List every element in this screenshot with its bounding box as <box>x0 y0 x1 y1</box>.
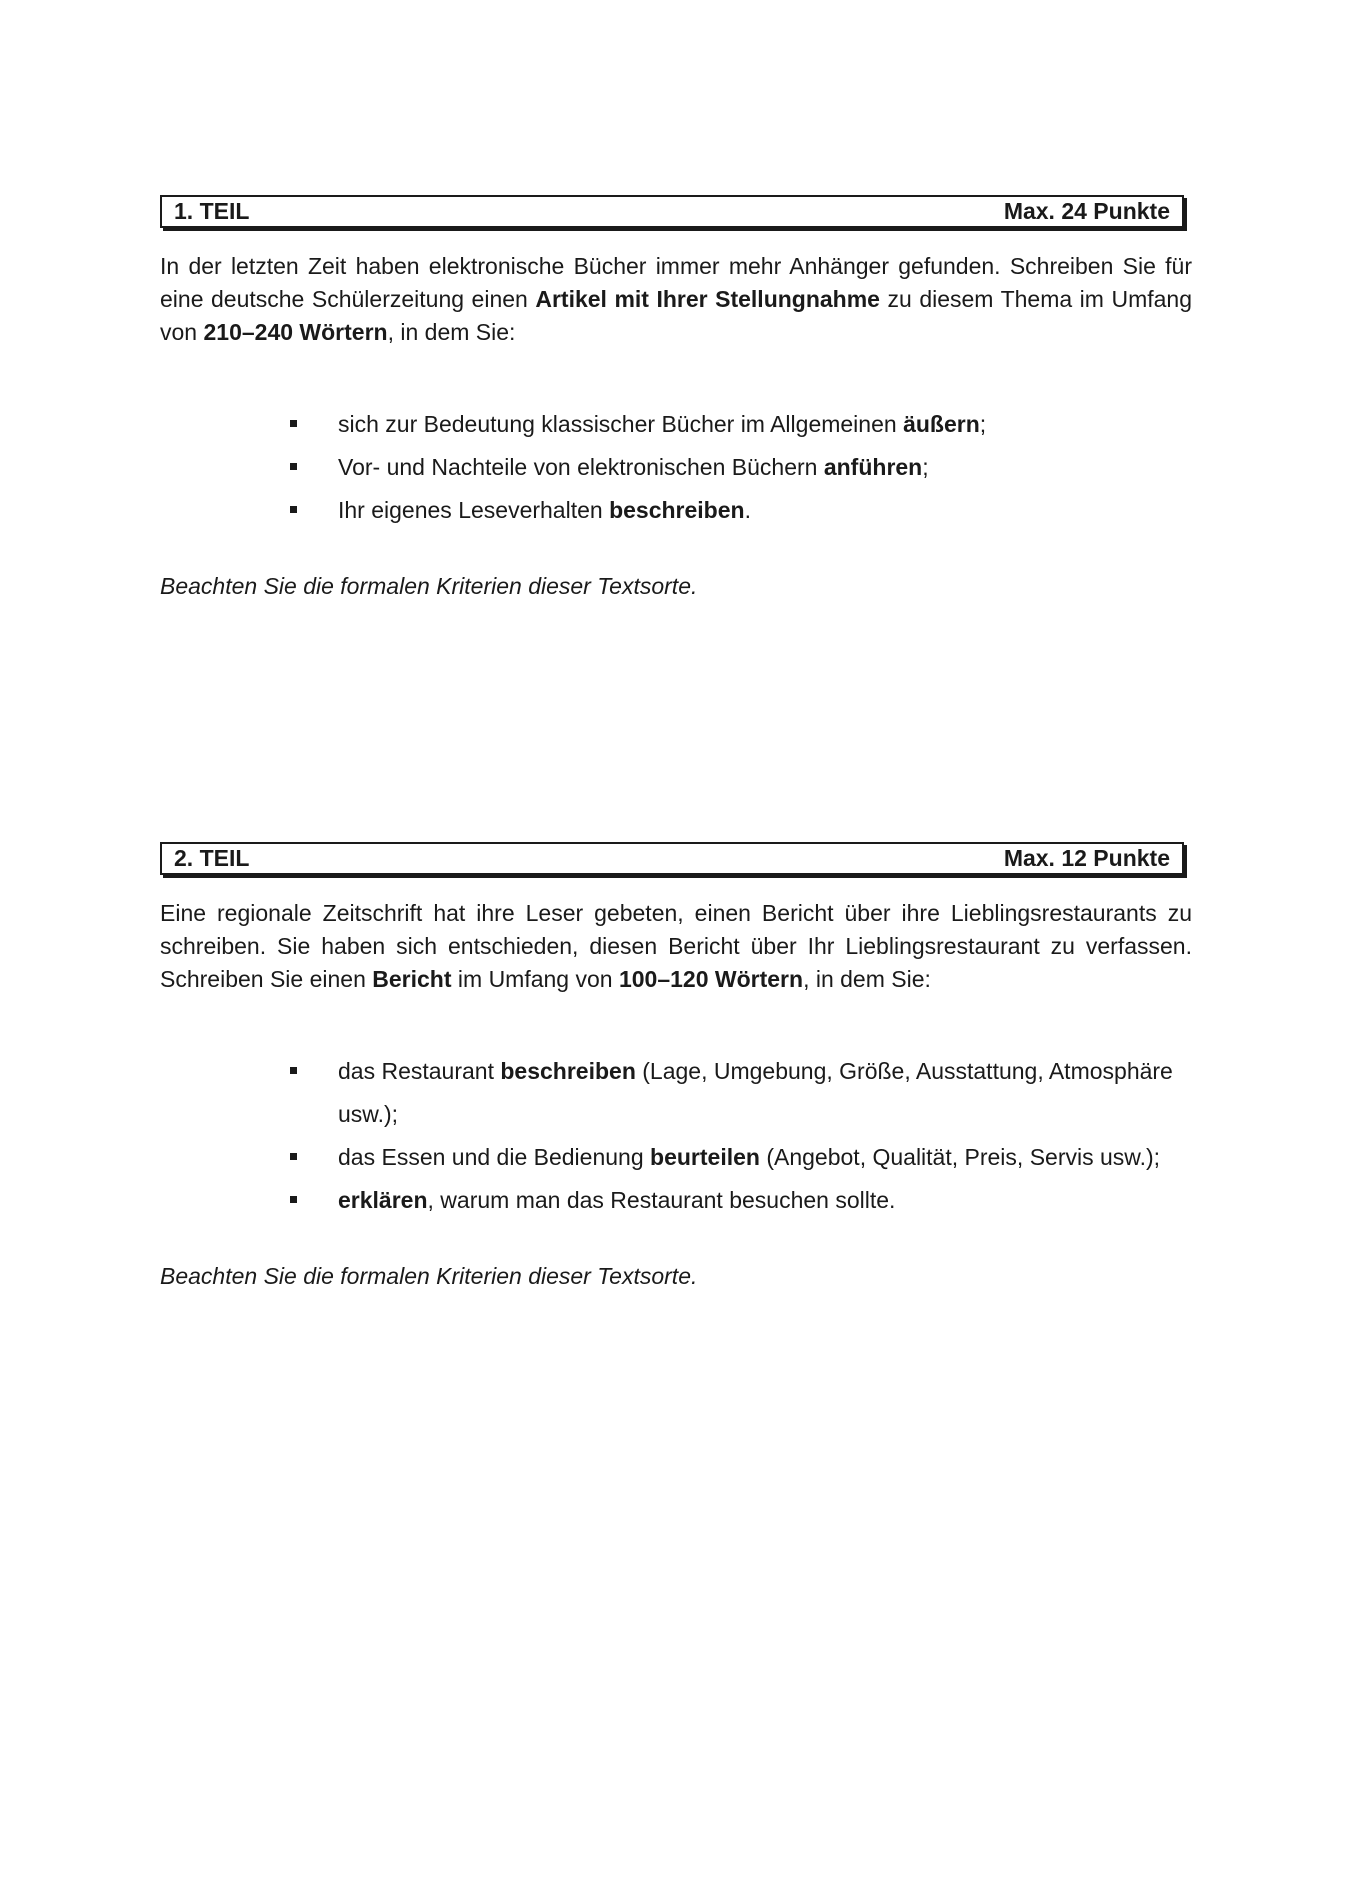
bullet-square-icon <box>290 420 297 427</box>
part-2-note: Beachten Sie die formalen Kriterien dieser Textsorte. <box>160 1263 698 1289</box>
list-item-text: Vor- und Nachteile von elektronischen Büchern anführen; <box>338 454 929 480</box>
part-1-bullets <box>160 403 1192 532</box>
bullet-square-icon <box>290 1153 297 1160</box>
part-2-points: Max. 12 Punkte <box>1003 845 1170 871</box>
part-2-title: 2. TEIL <box>174 845 250 871</box>
part-1-header <box>160 195 1184 228</box>
part-1-points: Max. 24 Punkte <box>1003 198 1170 224</box>
list-item-text: das Essen und die Bedienung beurteilen (Angebot, Qualität, Preis, Servis usw.); <box>338 1144 1161 1170</box>
list-item-text: das Restaurant beschreiben (Lage, Umgebung, Größe, Ausstattung, Atmosphäre usw.); <box>338 1058 1173 1127</box>
bullet-square-icon <box>290 463 297 470</box>
list-item <box>160 446 1192 489</box>
part-2-section <box>160 842 1192 1316</box>
part-2-intro: Eine regionale Zeitschrift hat ihre Leser gebeten, einen Bericht über ihre Lieblingsrestaurants zu schreiben. Sie haben sich entschieden, diesen Bericht über Ihr Lieblingsrestaurant zu verfassen. Schreiben Sie einen Bericht im Umfang von 100–120 Wörtern, in dem Sie: <box>160 900 1192 992</box>
part-1-intro: In der letzten Zeit haben elektronische Bücher immer mehr Anhänger gefunden. Schreiben Sie für eine deutsche Schülerzeitung einen Artikel mit Ihrer Stellungnahme zu diesem Thema im Umfang von 210–240 Wörtern, in dem Sie: <box>160 253 1192 345</box>
list-item <box>160 1050 1192 1136</box>
part-1-title: 1. TEIL <box>174 198 250 224</box>
list-item <box>160 1179 1192 1222</box>
list-item <box>160 1136 1192 1179</box>
bullet-square-icon <box>290 1196 297 1203</box>
part-2-header <box>160 842 1184 875</box>
part-1-section <box>160 195 1192 626</box>
list-item <box>160 489 1192 532</box>
part-2-bullets <box>160 1050 1192 1222</box>
part-1-note: Beachten Sie die formalen Kriterien dieser Textsorte. <box>160 573 698 599</box>
list-item-text: Ihr eigenes Leseverhalten beschreiben. <box>338 497 751 523</box>
bullet-square-icon <box>290 1067 297 1074</box>
list-item-text: sich zur Bedeutung klassischer Bücher im Allgemeinen äußern; <box>338 411 987 437</box>
list-item <box>160 403 1192 446</box>
list-item-text: erklären, warum man das Restaurant besuchen sollte. <box>338 1187 896 1213</box>
bullet-square-icon <box>290 506 297 513</box>
